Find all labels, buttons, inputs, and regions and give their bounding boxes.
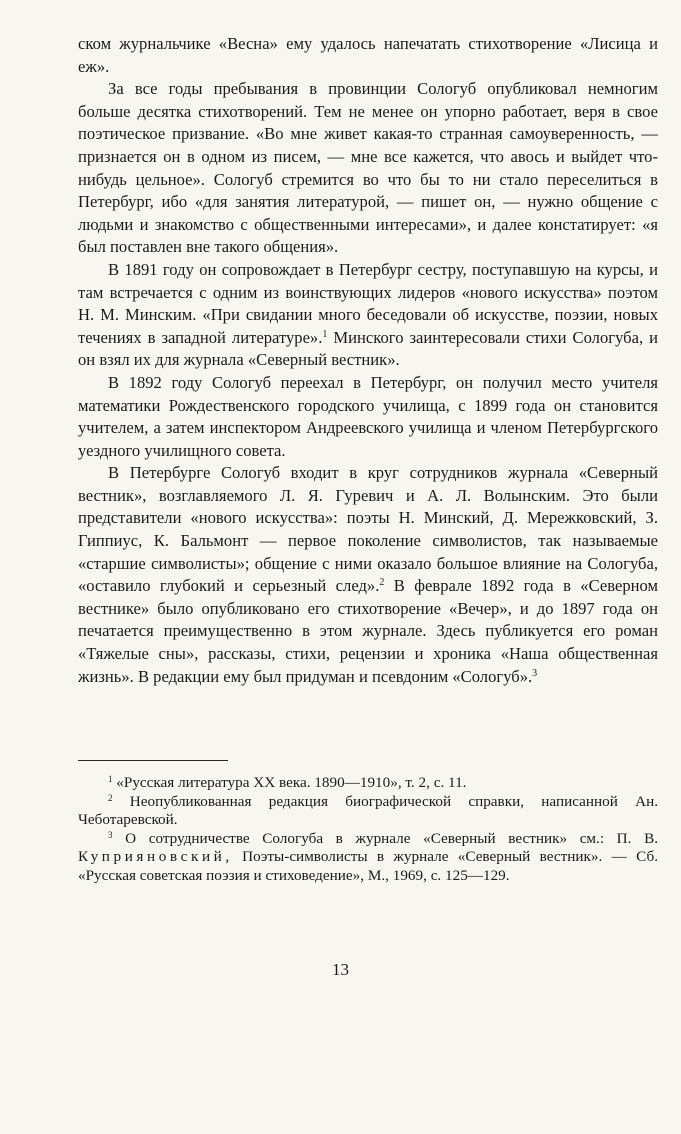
paragraph: В Петербурге Сологуб входит в круг сотрудников журнала «Северный вестник», возглавляемого Л. Я. Гуревич и А. Л. Волынским. Это были представители «нового искусства»: поэты Н. Минский, Д. Мережковский, З. Гиппиус, К. Бальмонт — первое поколение символистов, так называемые «старшие символисты»; общение с ними оказало большое влияние на Сологуба, «оставило глубокий и серьезный след».$^2$ В феврале 1892 года в «Северном вестнике» было опубликовано его стихотворение «Вечер», и до 1897 года он печатается преимущественно в этом журнале. Здесь публикуется его роман «Тяжелые сны», рассказы, стихи, рецензии и хроника «Наша общественная жизнь». В редакции ему был придуман и псевдоним «Сологуб».$^3$ — [78, 463, 658, 686]
paragraph-continued: ском журнальчике «Весна» ему удалось напечатать стихотворение «Лисица и еж». — [78, 34, 658, 76]
page-number: 13 — [332, 960, 349, 979]
footnotes — [78, 774, 658, 885]
footnote: $^2$ Неопубликованная редакция биографической справки, написанной Ан. Чеботаревской. — [78, 792, 658, 828]
footnote-divider — [78, 760, 228, 761]
footnote-ref: 3 — [532, 667, 538, 679]
footnote: $^3$ О сотрудничестве Сологуба в журнале «Северный вестник» см.: П. В. Куприяновский, Поэты-символисты в журнале «Северный вестник». — Сб. «Русская советская поэзия и стиховедение», М., 1969, с. 125—129. — [78, 829, 658, 884]
paragraph: В 1892 году Сологуб переехал в Петербург, он получил место учителя математики Рождественского городского училища, с 1899 года он становится учителем, а затем инспектором Андреевского училища и членом Петербургского уездного училищного совета. — [78, 372, 658, 460]
paragraph: За все годы пребывания в провинции Сологуб опубликовал немногим больше десятка стихотворений. Тем не менее он упорно работает, веря в свое поэтическое призвание. «Во мне живет какая-то странная самоуверенность, — признается он в одном из писем, — мне все кажется, что авось и выйдет что-нибудь цельное». Сологуб стремится во что бы то ни стало переселиться в Петербург, ибо «для занятия литературой, — пишет он, — нужно общение с людьми и знакомство с общественными интересами», и далее констатирует: «я был поставлен вне такого общения». — [78, 79, 658, 257]
paragraph: В 1891 году он сопровождает в Петербург сестру, поступавшую на курсы, и там встречается с одним из воинствующих лидеров «нового искусства» поэтом Н. М. Минским. «При свидании много беседовали об искусстве, поэзии, новых течениях в западной литературе».$^1$ Минского заинтересовали стихи Сологуба, и он взял их для журнала «Северный вестник». — [78, 259, 658, 370]
footnote-ref: 1 — [322, 328, 328, 340]
footnote: $^1$ «Русская литература XX века. 1890—1910», т. 2, с. 11. — [108, 774, 467, 791]
footnote-ref: 2 — [379, 577, 385, 589]
main-text — [78, 33, 658, 688]
footnote-author: Куприяновский, — [78, 848, 233, 865]
